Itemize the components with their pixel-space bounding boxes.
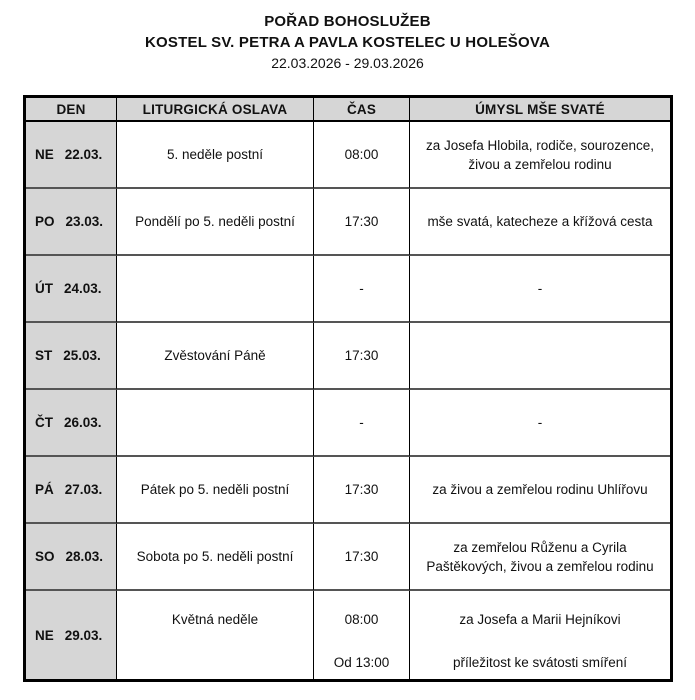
- day-abbr: PÁ: [35, 482, 54, 497]
- celebration-cell: Pondělí po 5. neděli postní: [117, 189, 314, 256]
- intent-cell: [410, 323, 670, 390]
- day-date: 22.03.: [64, 147, 103, 162]
- time-cell: 17:30: [314, 323, 410, 390]
- day-date: 29.03.: [64, 627, 103, 643]
- day-cell: [26, 122, 117, 189]
- time-cell: 17:30: [314, 189, 410, 256]
- time-line-1: 08:00: [344, 612, 379, 627]
- day-cell: [26, 256, 117, 323]
- intent-cell: za Josefa Hlobila, rodiče, sourozence, živou a zemřelou rodinu: [410, 122, 670, 189]
- day-cell: [26, 591, 117, 679]
- day-date: 28.03.: [65, 549, 104, 564]
- intent-cell: [410, 591, 670, 679]
- day-abbr: ČT: [35, 415, 53, 430]
- day-cell: [26, 457, 117, 524]
- day-abbr: PO: [35, 214, 55, 229]
- celebration-cell: [117, 256, 314, 323]
- doc-title: POŘAD BOHOSLUŽEB: [264, 13, 431, 30]
- doc-date-range: 22.03.2026 - 29.03.2026: [271, 55, 424, 71]
- celebration-line: Květná neděle: [171, 612, 259, 627]
- column-header-liturgicka-oslava: LITURGICKÁ OSLAVA: [117, 98, 314, 122]
- column-header-den: DEN: [26, 98, 117, 122]
- time-cell: -: [314, 256, 410, 323]
- time-cell: 08:00: [314, 122, 410, 189]
- day-abbr: ST: [35, 348, 53, 363]
- time-cell: -: [314, 390, 410, 457]
- intent-line-2: příležitost ke svátosti smíření: [452, 655, 628, 670]
- celebration-cell: 5. neděle postní: [117, 122, 314, 189]
- celebration-cell: Sobota po 5. neděli postní: [117, 524, 314, 591]
- intent-line-1: za Josefa a Marii Hejníkovi: [459, 612, 621, 627]
- intent-cell: za zemřelou Růženu a Cyrila Paštěkových, živou a zemřelou rodinu: [410, 524, 670, 591]
- time-cell: 17:30: [314, 524, 410, 591]
- day-abbr: NE: [35, 147, 54, 162]
- day-date: 26.03.: [64, 415, 102, 430]
- column-header-cas: ČAS: [314, 98, 410, 122]
- day-abbr: NE: [35, 627, 54, 643]
- time-cell: [314, 591, 410, 679]
- time-cell: 17:30: [314, 457, 410, 524]
- doc-church-name: KOSTEL SV. PETRA A PAVLA KOSTELEC U HOLEŠOVA: [145, 34, 550, 51]
- celebration-cell: [117, 591, 314, 679]
- day-abbr: ÚT: [35, 281, 53, 296]
- day-abbr: SO: [35, 549, 55, 564]
- intent-cell: za živou a zemřelou rodinu Uhlířovu: [410, 457, 670, 524]
- day-cell: [26, 390, 117, 457]
- day-date: 23.03.: [65, 214, 104, 229]
- celebration-cell: [117, 390, 314, 457]
- day-cell: [26, 524, 117, 591]
- column-header-umysl: ÚMYSL MŠE SVATÉ: [410, 98, 670, 122]
- day-date: 27.03.: [64, 482, 103, 497]
- intent-cell: -: [410, 256, 670, 323]
- day-date: 24.03.: [64, 281, 102, 296]
- celebration-cell: Pátek po 5. neděli postní: [117, 457, 314, 524]
- day-date: 25.03.: [63, 348, 101, 363]
- day-cell: [26, 323, 117, 390]
- celebration-cell: Zvěstování Páně: [117, 323, 314, 390]
- intent-cell: mše svatá, katecheze a křížová cesta: [410, 189, 670, 256]
- document-heading: [0, 11, 695, 74]
- schedule-table: [23, 95, 673, 682]
- time-line-2: Od 13:00: [333, 655, 390, 670]
- intent-cell: -: [410, 390, 670, 457]
- day-cell: [26, 189, 117, 256]
